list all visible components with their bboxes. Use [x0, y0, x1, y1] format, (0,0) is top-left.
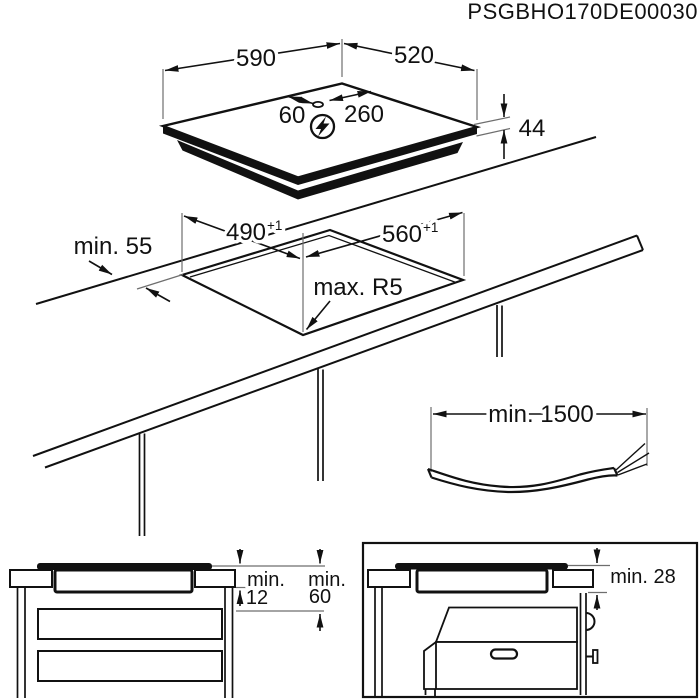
adjustment-screw: [586, 650, 598, 663]
cabinet-panel-edges: [140, 305, 503, 536]
min-28-label: min. 28: [610, 566, 676, 588]
cable-offset-left-label: 60: [278, 102, 306, 129]
min-60-value: 60: [308, 586, 332, 608]
hob-isometric-view: [163, 39, 545, 200]
oven-handle: [491, 650, 517, 659]
drawer-1: [38, 609, 222, 639]
worktop-right: [195, 570, 235, 587]
part-number: PSGBHO170DE00030: [467, 0, 698, 24]
cable-offset-right-label: 260: [343, 101, 385, 128]
mains-cable-diagram: [428, 401, 649, 492]
hob-body-box: [55, 570, 192, 592]
mains-cable: [428, 468, 618, 492]
rear-clearance-label: min. 55: [73, 233, 153, 260]
worktop-left-2: [368, 570, 410, 587]
drawer-clearance-section: [10, 549, 346, 698]
hob-height-label: 44: [518, 115, 546, 142]
drawer-2: [38, 651, 222, 681]
min-60-label: min.: [308, 569, 346, 591]
power-connection-icon: [311, 115, 334, 138]
oven-top: [436, 608, 577, 643]
hob-width-label: 590: [235, 45, 277, 72]
hob-body-box-2: [417, 570, 547, 592]
worktop-right-2: [553, 570, 593, 587]
hob-depth-label: 520: [393, 42, 435, 69]
dim-260-line: [330, 92, 372, 101]
min-12-value: 12: [245, 587, 269, 609]
cable-hole: [313, 102, 323, 107]
cutout-depth-label: 490: [225, 219, 267, 246]
oven: [424, 608, 577, 697]
min-12-label: min.: [247, 569, 285, 591]
cable-wire-ends: [616, 444, 649, 476]
rear-clearance-arrow: [89, 261, 112, 275]
oven-clearance-section: [363, 543, 697, 697]
cutout-depth-tolerance: +1: [267, 218, 283, 233]
oven-side-panel: [424, 642, 436, 689]
cutout-width-label: 560: [381, 221, 423, 248]
hinge-bump: [586, 613, 595, 630]
corner-radius-label: max. R5: [313, 274, 403, 301]
cutout-width-tolerance: +1: [423, 220, 439, 235]
worktop-left: [10, 570, 52, 587]
worktop-cutout-view: [33, 137, 643, 536]
cable-length-label: min. 1500: [488, 401, 594, 428]
